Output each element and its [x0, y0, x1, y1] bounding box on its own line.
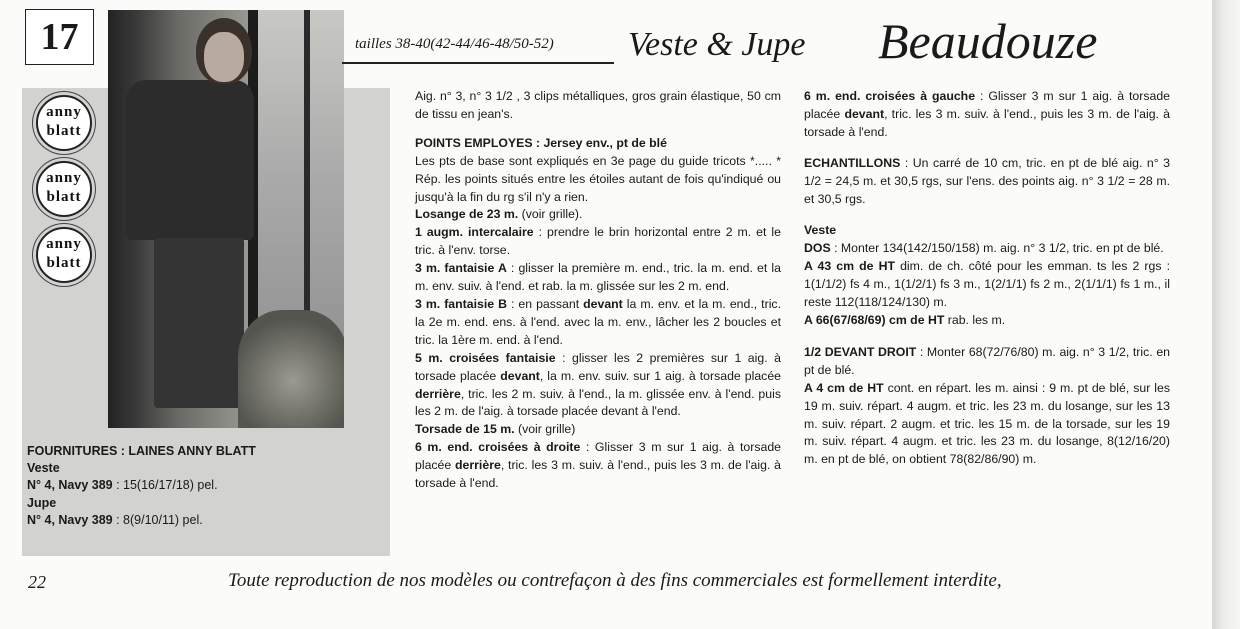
points-text: Les pts de base sont expliqués en 3e page du guide tricots *..... * Rép. les points situés entre les étoiles autant de fois qu'indiqué ou jusqu'à la fin du rg s'il n'y a rien.: [415, 153, 781, 204]
model-photo: [108, 10, 344, 428]
a43-para: A 43 cm de HT dim. de ch. côté pour les emman. ts les 2 rgs : 1(1/1/2) fs 4 m., 1(1/2/1) fs 3 m., 1(2/1/1) fs 2 m., 2(1/1/1) fs 1 m., il reste 112(118/124/130) m.: [804, 259, 1170, 310]
title-rule: [342, 62, 614, 64]
title-model-name: Beaudouze: [878, 13, 1098, 69]
devant-droit-para: 1/2 DEVANT DROIT : Monter 68(72/76/80) m. aig. n° 3 1/2, tric. en pt de blé.: [804, 344, 1170, 377]
model-number-box: 17: [25, 9, 94, 65]
a4-para: A 4 cm de HT cont. en répart. les m. ainsi : 9 m. pt de blé, sur les 19 m. suiv. répart. 4 augm. et tric. les 23 m. du losange, sur les 13 m. suiv. répart. 2 augm. et tric. les 15 m. de la torsade, sur les 19 m. suiv. répart. 4 augm. et tric. les 23 m. du losange, 8(12/16/20) m. en pt de blé, on obtient 78(82/86/90) m.: [804, 380, 1170, 467]
losange-para: Losange de 23 m. (voir grille).: [415, 207, 583, 222]
veste-heading: Veste: [804, 223, 837, 238]
instructions-column-2: [804, 88, 1170, 469]
croisees-fantaisie-para: 5 m. croisées fantaisie : glisser les 2 premières sur 1 aig. à torsade placée devant, la m. env. suiv. sur 1 aig. à torsade placée derrière, tric. les 2 m. suiv. à l'end., la m. glissée env. à l'end. puis les 2 m. de l'aig. à torsade placée devant à l'end.: [415, 350, 781, 419]
croisees-droite-para: 6 m. end. croisées à droite : Glisser 3 m sur 1 aig. à torsade placée derrière, tric. les 3 m. suiv. à l'end., puis les 3 m. de l'aig. à torsade à l'end.: [415, 440, 781, 491]
title-garments: Veste & Jupe: [628, 26, 806, 63]
augm-para: 1 augm. intercalaire : prendre le brin horizontal entre 2 m. et le tric. à l'env. torse.: [415, 225, 781, 258]
materials-intro: Aig. n° 3, n° 3 1/2 , 3 clips métalliques, gros grain élastique, 50 cm de tissu en jean's.: [415, 89, 781, 121]
fantaisie-a-para: 3 m. fantaisie A : glisser la première m. end., tric. la m. end. et la m. env. suiv. à l'end. et rab. la m. glissée sur les 2 m. end.: [415, 261, 781, 294]
page-number: 22: [28, 572, 46, 592]
jupe-label: Jupe: [27, 495, 57, 510]
instructions-column-1: [415, 88, 781, 493]
dos-para: DOS : Monter 134(142/150/158) m. aig. n° 3 1/2, tric. en pt de blé.: [804, 241, 1164, 256]
a66-para: A 66(67/68/69) cm de HT rab. les m.: [804, 312, 1006, 327]
sizes-subtitle: tailles 38-40(42-44/46-48/50-52): [355, 36, 554, 52]
veste-label: Veste: [27, 461, 60, 476]
fournitures-block: [27, 443, 377, 529]
torsade-para: Torsade de 15 m. (voir grille): [415, 422, 576, 437]
fournitures-heading: FOURNITURES : LAINES ANNY BLATT: [27, 444, 256, 458]
anny-blatt-logo: anny blatt: [36, 161, 92, 217]
jupe-yarn: N° 4, Navy 389 : 8(9/10/11) pel.: [27, 512, 203, 527]
binding-edge: [1212, 0, 1240, 629]
veste-yarn: N° 4, Navy 389 : 15(16/17/18) pel.: [27, 478, 218, 493]
anny-blatt-logo: anny blatt: [36, 227, 92, 283]
croisees-gauche-para: 6 m. end. croisées à gauche : Glisser 3 m sur 1 aig. à torsade placée devant, tric. les 3 m. suiv. à l'end., puis les 3 m. de l'aig. à torsade à l'end.: [804, 89, 1170, 139]
anny-blatt-logo: anny blatt: [36, 95, 92, 151]
echantillons-para: ECHANTILLONS : Un carré de 10 cm, tric. en pt de blé aig. n° 3 1/2 = 24,5 m. et 30,5 rgs, sur l'ens. des points aig. n° 3 1/2 = 28 m. et 30,5 rgs.: [804, 155, 1170, 206]
fantaisie-b-para: 3 m. fantaisie B : en passant devant la m. env. et la m. end., tric. la 2e m. end. ens. à l'end. avec la m. env., lâcher les 2 boucles et tric. la 1ère m. end. à l'end.: [415, 296, 781, 347]
copyright-notice: Toute reproduction de nos modèles ou contrefaçon à des fins commerciales est formellement interdite,: [228, 570, 1002, 591]
points-heading: POINTS EMPLOYES : Jersey env., pt de blé: [415, 135, 667, 150]
